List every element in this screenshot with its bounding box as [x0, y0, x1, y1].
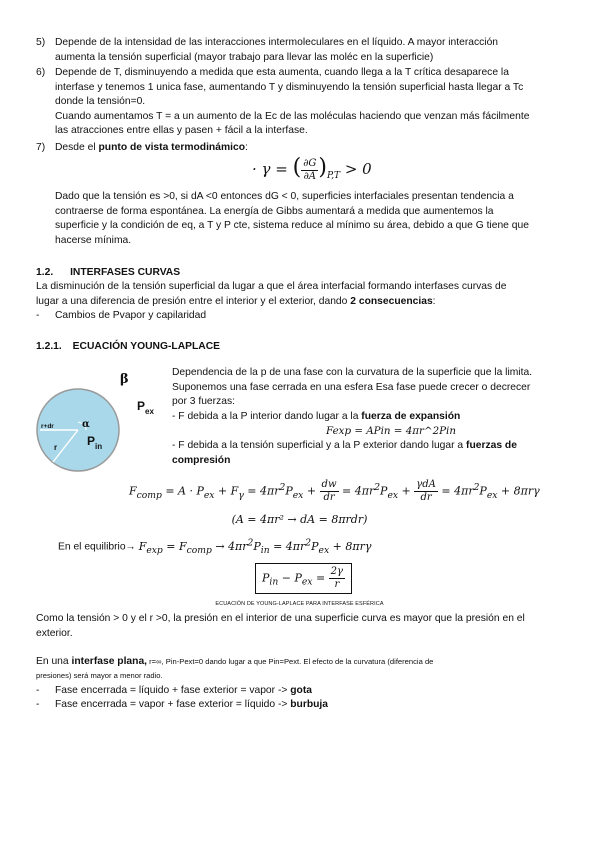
closing-paragraph	[36, 612, 564, 641]
paren-open: (	[292, 155, 302, 180]
bullet-text: Cambios de Pvapor y capilaridad	[55, 310, 207, 321]
frac-num: γdA	[416, 479, 436, 491]
eq-part: = 4πr	[338, 484, 375, 498]
eq-sub: ex	[387, 489, 399, 501]
eq-sub: ex	[203, 489, 215, 501]
bullet-burbuja-text: Fase encerrada = vapor + fase exterior = líquido ->	[55, 699, 291, 710]
paren-close: )	[318, 155, 327, 180]
eq-part: + 8πrγ	[329, 539, 372, 553]
section-1-2-paragraph	[36, 280, 564, 309]
eq-sub: ex	[486, 489, 498, 501]
force-2-bold: fuerzas de	[466, 439, 517, 451]
plana-small: r=∞, Pin-Pext=0 dando lugar a que Pin=Pext. El efecto de la curvatura (diferencia de	[147, 657, 434, 666]
eq-sub: comp	[136, 489, 162, 501]
section-1-2-line-1: La disminución de la tensión superficial da lugar a que el área interfacial formando interfases curvas de	[36, 281, 507, 292]
bullet-dash: -	[36, 699, 40, 710]
eq-part: F	[129, 484, 137, 498]
pex-label: P	[137, 399, 146, 413]
section-heading-1-2	[36, 266, 180, 281]
frac-den: ∂A	[303, 170, 316, 182]
gamma-sub: P,T	[326, 171, 341, 181]
description-line-3: por 3 fuerzas:	[172, 396, 235, 408]
frac-gammada-dr	[414, 479, 438, 504]
item-6-line-2: interfase y tenemos 1 unica fase, aumentando T y disminuyendo la tensión superficial hasta llegar a Tc	[55, 81, 524, 93]
eq-part: P	[285, 484, 293, 498]
frac-num: 2γ	[330, 566, 344, 577]
young-laplace-boxed-equation	[255, 563, 352, 594]
gamma-equation	[252, 153, 372, 191]
eq-part: = 4πr	[243, 484, 280, 498]
item-5-line-2: aumenta la tensión superficial (mayor trabajo para llevar las moléc en la superficie)	[55, 51, 434, 63]
eq-part: + F	[214, 484, 239, 498]
eq-part: +	[398, 484, 415, 498]
force-2-bold-cont: compresión	[172, 454, 231, 466]
gota-bold: gota	[290, 685, 312, 696]
item-7-prefix: Desde el	[55, 142, 99, 153]
item-6-line-5: las atracciones entre ellas y pasen + fácil a la interfase.	[55, 125, 308, 137]
item-7-p4: hacerse mínima.	[55, 234, 132, 246]
description-line-2: Suponemos una fase cerrada en una esfera Esa fase puede crecer o decrecer	[172, 381, 531, 393]
heading-text: INTERFASES CURVAS	[70, 267, 181, 278]
equilibrium-label: En el equilibrio→	[58, 541, 139, 553]
bullet-gota-text: Fase encerrada = líquido + fase exterior = vapor ->	[55, 685, 291, 696]
gamma-lead: · γ =	[252, 160, 293, 178]
item-6-line-4: Cuando aumentamos T = a un aumento de la Ec de las moléculas haciendo que venzan más fácilmente	[55, 110, 530, 122]
heading-text: ECUACIÓN YOUNG-LAPLACE	[72, 341, 221, 352]
frac-dw-dr	[320, 479, 339, 504]
fexp-equation: Fexp = APin = 4πr^2Pin	[326, 425, 456, 438]
frac-2gamma-r	[329, 566, 345, 591]
eq-sub: in	[260, 544, 270, 556]
eq-sub: in	[269, 576, 279, 588]
item-7-bold: punto de vista termodinámico	[98, 142, 245, 153]
eq-sub: comp	[186, 544, 212, 556]
eq-part: F	[138, 539, 147, 553]
heading-number: 1.2.	[36, 267, 54, 278]
pex-sub: ex	[145, 407, 154, 416]
section-1-2-line-2: lugar a una diferencia de presión entre el interior y el exterior, dando	[36, 295, 351, 307]
eq-sup: 2	[374, 482, 381, 493]
interfase-plana-paragraph	[36, 655, 564, 681]
eq-part: = 4πr	[269, 539, 306, 553]
closing-line-2: exterior.	[36, 627, 73, 639]
equilibrium-line	[58, 535, 371, 559]
eq-part: P	[262, 571, 270, 585]
item-6-line-3: donde la tensión=0.	[55, 96, 146, 108]
eq-part: − P	[278, 571, 302, 585]
eq-part: = 4πr	[437, 484, 474, 498]
rdr-label: r+dr	[41, 423, 54, 430]
heading-number: 1.2.1.	[36, 341, 62, 352]
section-heading-1-2-1	[36, 340, 220, 355]
bullet-dash: -	[36, 685, 40, 696]
colon: :	[432, 295, 436, 307]
item-6-line-1: Depende de T, disminuyendo a medida que esta aumenta, cuando llega a la T crítica desaparece la	[55, 67, 509, 78]
list-item-6	[36, 66, 564, 139]
plana-small-2: presiones) será mayor a menor radio.	[36, 670, 163, 680]
figure-caption: ECUACIÓN DE YOUNG-LAPLACE PARA INTERFASE ESFÉRICA	[215, 601, 384, 607]
item-7-p1: Dado que la tensión es >0, si dA <0 entonces dG < 0, superficies interfaciales presentan tendencia a	[55, 191, 514, 202]
area-equation: (A = 4πr² → dA = 8πrdr)	[231, 513, 368, 526]
list-item-5	[36, 36, 564, 65]
force-1-bold: fuerza de expansión	[361, 410, 461, 422]
item-7-paragraph	[55, 190, 564, 248]
eq-part: +	[303, 484, 320, 498]
eq-sub: γ	[238, 489, 244, 501]
frac-den: r	[334, 579, 340, 590]
item-number: 5)	[36, 37, 46, 48]
frac-den: dr	[420, 492, 432, 504]
eq-sup: 2	[473, 482, 480, 493]
bullet-dash: -	[36, 310, 40, 321]
eq-part: P	[479, 484, 487, 498]
eq-part: + 8πrγ	[497, 484, 540, 498]
description-line-1: Dependencia de la p de una fase con la curvatura de la superficie que la limita.	[172, 367, 533, 378]
frac-num: dw	[321, 479, 337, 491]
item-7-suffix: :	[244, 142, 248, 153]
item-7-p3: superficie y la condición de eq, a T y P cte, sistema reduce al mínimo su área, debido a que G tiene que	[55, 220, 529, 232]
fcomp-equation	[129, 474, 540, 510]
burbuja-bold: burbuja	[290, 699, 329, 710]
eq-sub: ex	[292, 489, 304, 501]
consecuencias-bold: 2 consecuencias	[350, 295, 433, 307]
eq-sup: 2	[247, 537, 254, 548]
eq-part: P	[311, 539, 319, 553]
closing-line-1: Como la tensión > 0 y el r >0, la presión en el interior de una superficie curva es mayor que la presión en el	[36, 613, 525, 624]
partial-fraction	[301, 158, 318, 183]
item-7-p2: contraerse de forma espontánea. La energía de Gibbs aumentará a medida que aumentemos la	[55, 205, 494, 217]
eq-part: = F	[162, 539, 187, 553]
eq-sub: ex	[301, 576, 313, 588]
frac-num: ∂G	[303, 157, 317, 169]
force-1-text: - F debida a la P interior dando lugar a la	[172, 410, 362, 422]
eq-part: = A · P	[161, 484, 204, 498]
young-laplace-description	[172, 366, 564, 468]
force-2-text: - F debida a la tensión superficial y a la P exterior dando lugar a	[172, 439, 467, 451]
item-5-line-1: Depende de la intensidad de las interacciones intermoleculares en el líquido. A mayor interacción	[55, 37, 499, 48]
eq-part: → 4πr	[211, 539, 248, 553]
plana-prefix: En una	[36, 656, 72, 667]
frac-den: dr	[323, 492, 335, 504]
eq-part: P	[380, 484, 388, 498]
alpha-label: α	[82, 419, 90, 430]
eq-part: P	[253, 539, 261, 553]
eq-part: =	[312, 571, 329, 585]
sphere-diagram	[30, 366, 160, 481]
eq-sup: 2	[305, 537, 312, 548]
gamma-tail: > 0	[340, 160, 372, 178]
eq-sub: ex	[318, 544, 330, 556]
item-number: 7)	[36, 142, 46, 153]
pin-sub: in	[95, 442, 103, 451]
item-number: 6)	[36, 67, 46, 78]
pin-label: P	[87, 434, 96, 448]
plana-bold: interfase plana,	[71, 656, 148, 667]
eq-sub: exp	[146, 544, 163, 556]
eq-sup: 2	[279, 482, 286, 493]
beta-label: β	[120, 372, 129, 387]
r-label: r	[54, 443, 58, 452]
equilibrium-equation	[138, 537, 372, 556]
